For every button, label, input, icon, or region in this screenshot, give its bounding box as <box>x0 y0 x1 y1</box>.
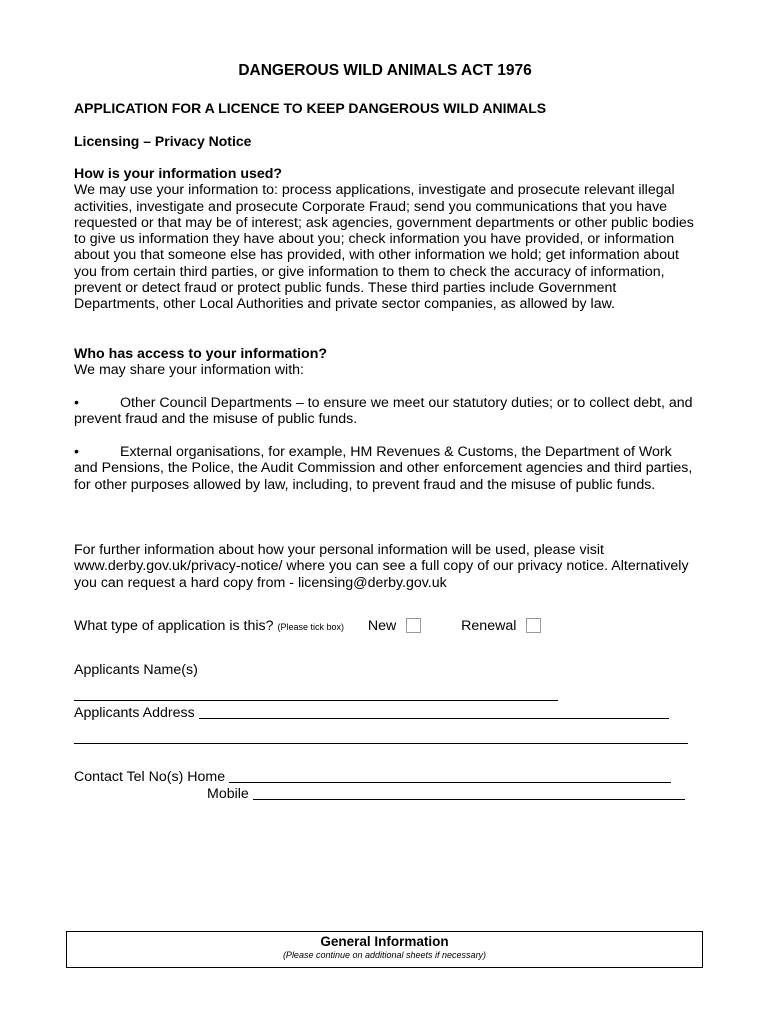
bullet-symbol: • <box>74 444 79 460</box>
privacy-heading: Licensing – Privacy Notice <box>74 133 252 149</box>
section-body: We may use your information to: process applications, investigate and prosecute relevant illegal activities, investigate and prosecute Corporate Fraud; send you communications that you have requested or that may be of interest; ask agencies, government departments or other public bodies to give us information they have about you; check information you have provided, or information about you that someone else has provided, with other information we hold; get information about you from certain third parties, or give information to them to check the accuracy of information, prevent or detect fraud or protect public funds. These third parties include Government Departments, other Local Authorities and private sector companies, as allowed by law. <box>74 182 694 313</box>
document-subtitle: APPLICATION FOR A LICENCE TO KEEP DANGEROUS WILD ANIMALS <box>74 100 547 116</box>
general-information-title: General Information <box>320 934 449 949</box>
section-heading: Who has access to your information? <box>74 346 328 362</box>
list-item-text: Other Council Departments – to ensure we meet our statutory duties; or to collect debt, and prevent fraud and the misuse of public funds. <box>74 395 693 428</box>
list-item <box>74 395 699 428</box>
section-access <box>74 346 699 379</box>
document-title: DANGEROUS WILD ANIMALS ACT 1976 <box>238 62 532 79</box>
renewal-checkbox[interactable] <box>526 618 541 633</box>
applicants-address-field-2[interactable] <box>74 729 688 746</box>
list-item <box>74 444 699 493</box>
tick-hint: (Please tick box) <box>277 622 345 632</box>
contact-mobile-row <box>207 785 685 802</box>
contact-home-field[interactable] <box>229 768 671 783</box>
applicants-name-field[interactable] <box>74 686 558 703</box>
applicants-address-row <box>74 704 669 721</box>
section-intro: We may share your information with: <box>74 362 304 379</box>
applicants-address-field[interactable] <box>199 704 669 719</box>
contact-home-label: Contact Tel No(s) Home <box>74 769 226 785</box>
section-info-used <box>74 166 699 313</box>
general-information-note: (Please continue on additional sheets if necessary) <box>282 950 487 960</box>
general-information-box <box>66 931 703 968</box>
further-info: For further information about how your personal information will be used, please visit www.derby.gov.uk/privacy-notice/ where you can see a full copy of our privacy notice. Alternatively you can request a hard copy from - licensing@derby.gov.uk <box>74 542 689 591</box>
application-type-row <box>74 618 541 634</box>
bullet-symbol: • <box>74 395 79 411</box>
applicants-name-label: Applicants Name(s) <box>74 662 198 678</box>
list-item-text: External organisations, for example, HM Revenues & Customs, the Department of Work and Pensions, the Police, the Audit Commission and other enforcement agencies and third parties, for other purposes allowed by law, including, to prevent fraud and the misuse of public funds. <box>74 444 693 493</box>
option-renewal-label: Renewal <box>461 618 517 634</box>
new-checkbox[interactable] <box>406 618 421 633</box>
option-new-label: New <box>367 618 397 634</box>
applicants-address-label: Applicants Address <box>74 705 195 721</box>
application-type-question: What type of application is this? <box>74 618 274 634</box>
contact-mobile-field[interactable] <box>253 785 685 800</box>
contact-mobile-label: Mobile <box>207 786 249 802</box>
section-heading: How is your information used? <box>74 166 283 182</box>
contact-home-row <box>74 768 671 785</box>
